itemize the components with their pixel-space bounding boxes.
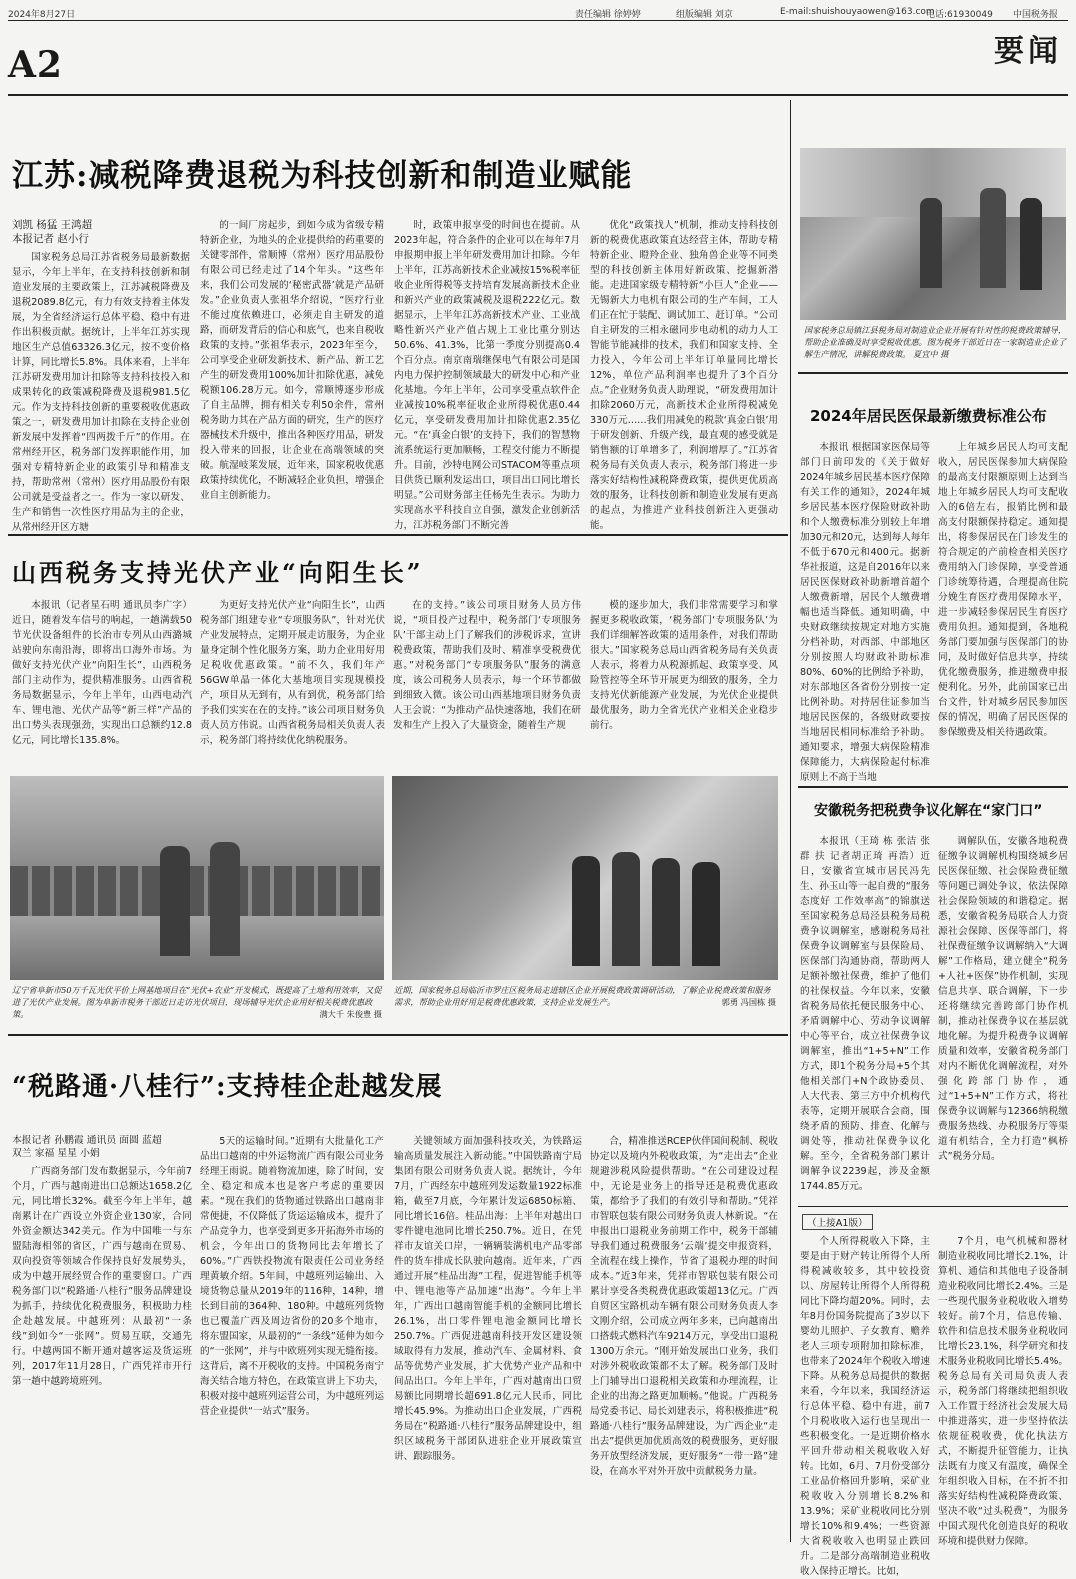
section-title: 要闻 xyxy=(994,34,1062,69)
continued-from-a1: （上接A1版） xyxy=(802,1214,873,1230)
byline-reporters: 本报记者 孙鹏霞 通讯员 面圆 蓝超 xyxy=(12,1135,162,1146)
photo-figure xyxy=(692,862,720,966)
article-shanxi-col-4: 模的逐步加大，我们非常需要学习和掌握更多税收政策，‘税务部门‘专项服务队’为我们详细解答政策的适用条件，对我们帮助很大。”国家税务总局山西省税务局有关负责人表示，将着力从税源抓起、政策享受、风险管控等全环节开展更为细致的服务，全力支持光伏新能源产业发展，为光伏企业提供最优服务，助力全省光伏产业相关企业稳步前行。 xyxy=(590,600,778,731)
article-jiangsu-col-2: 的一间厂房起步，到如今成为省级专精特新企业，为地头的企业提供给的药重要的关键零部件，常顺博（常州）医疗用品股份有限公司已经走过了14个年头。“这些年来，我们公司发展的‘秘密武器’就是产品研发。”企业负责人张祖华介绍说，“医疗行业不能过度依赖进口，必须走自主研发的道路，而研发背后的信心和底气，也来自税收政策的支持。”张祖华表示，2023年至今，公司享受企业研发新技术、新产品、新工艺产生的研发费用100%加计扣除优惠，减免税额106.28万元。如今，常顺博逐步形成了自主品牌，拥有相关专利50余件，常州税务助力其在产品方面的研究，生产的医疗器械技术升级中，推出各种医疗用品，研发投入带来的回报，让企业在高端领域的突破。航湿岐莱发展，近年来，国家税收优惠政策持续优化，不断减轻企业负担，增强企业自主创新能力。 xyxy=(200,220,384,501)
article-shanxi-headline: 山西税务支持光伏产业“向阳生长” xyxy=(12,558,424,587)
article-anhui-headline: 安徽税务把税费争议化解在“家门口” xyxy=(814,803,1043,819)
article-anhui-col-2: 调解队伍，安徽各地税费征缴争议调解机构围绕城乡居民医保征缴、社会保险费征缴等问题已调处争议，依法保障社会保险领域的和谐稳定。据悉，安徽省税务局联合人力资源社会保障、医保等部门，将社保费征缴争议调解纳入“大调解”工作格局，建立健全“税务+人社+医保”协作机制，实现信息共享、联合调解，下一步还将继续完善跨部门协作机制，推动社保费争议在基层就地化解。为提升税费争议调解质量和效率，安徽省税务部门对内不断优化调解流程，对外强化跨部门协作，通过“1+5+N”工作方式，将社保费争议调解与12366纳税缴费服务热线、办税服务厅等渠道有机结合，全力打造“枫桥式”税务分局。 xyxy=(938,836,1068,1162)
issue-date: 2024年8月27日 xyxy=(8,10,76,20)
photo-figure xyxy=(1020,198,1042,290)
page-code: A2 xyxy=(8,44,63,86)
photo-figure xyxy=(572,856,600,966)
photo-caption-solar xyxy=(12,984,382,1022)
divider-1 xyxy=(8,534,788,536)
photo-caption-factory: 国家税务总局镇江县税务局对制造业企业开展有针对性的税费政策辅导，帮助企业准确及时享受税收优惠。图为税务干部近日在一家制造业企业了解生产情况，讲解税费政策。 夏宜中 摄 xyxy=(804,325,1067,359)
article-guangxi-col-3: 关键领域方面加强科技攻关，为铁路运输高质量发展注入新动能。”中国铁路南宁局集团有限公司财务负责人说。据统计，今年7月，广西经东中越班列发运数量1922标准箱，截至7月底，今年累计发运6850标箱、同比增长16倍。桂品出海：上半年对越出口零件键电池同比增长250.7%。近日，在凭祥市友谊关口岸，一辆辆装满机电产品零部件的货车排成长队驶向越南。近年来，广西通过开展“桂品出海”工程，促进智能手机等中、锂电池等产品加速“出海”。今年上半年，广西出口越南智能手机的金额同比增长26.1%，出口零件锂电池金额同比增长250.7%。广西促进越南科技开发区建设领域取得有力发展，推动汽车、金属材料、食品等优势产业发展，扩大优势产业产品和中间品出口。今年上半年，广西对越南出口贸易额比同期增长超691.8亿元人民币，同比增长45.9%。为推动出口企业发展，广西税务局在“税路通·八桂行”服务品牌建设中，组织区域税务干部团队进驻企业开展政策宣讲、跟踪服务。 xyxy=(394,1136,582,1462)
article-insurance-col-2: 上年城乡居民人均可支配收入，居民医保参加大病保险的最高支付限额原则上达到当地上年城乡居民人均可支配收入的6倍左右，报销比例和最高支付限额保持稳定。通知提出，将参保居民在门诊发生的符合规定的产前检查相关医疗费用纳入门诊保障，享受普通门诊统筹待遇，合理提高住院分娩生育医疗费用保障水平，进一步减轻参保居民生育医疗费用负担。通知提到，各地税务部门要加强与医保部门的协同，及时做好信息共享，持续优化缴费服务，推进缴费申报便利化。另外，此前国家已出台文件，针对城乡居民参加医保的情况，明确了居民医保的参保缴费及相关待遇政策。 xyxy=(938,442,1068,738)
article-jiangsu-col-4: 优化“政策找人”机制，推动支持科技创新的税费优惠政策直达经营主体，帮助专精特新企业、瞪羚企业、独角兽企业等不同类型的科技创新主体用好新政策、挖掘新潜能。走进国家级专精特新“小巨人”企业——无锡新大力电机有限公司的生产车间，工人们正在忙于装配、调试加工、赶订单。“公司自主研发的三相永磁同步电动机的动力人工智能节能减排的技术，我们和国家支持、全力投入，今年公司上半年订单量同比增长12%，单位产品利润率也提升了3个百分点。”企业财务负责人助理说，“研发费用加计扣除2060万元，高新技术企业所得税减免330万元……我们用减免的税款‘真金白银’用于研发创新、升级产线，最直观的感受就是销售额的订单增多了，利润增厚了。”江苏省税务局有关负责人表示，税务部门将进一步落实好结构性减税降费政策，提供更优质高效的服务，让科技创新和制造业发展有更高的起点，为推进产业科技创新注入更强动能。 xyxy=(590,220,778,531)
photo-credit: 郭勇 冯国栋 摄 xyxy=(721,997,776,1007)
article-insurance-headline: 2024年居民医保最新缴费标准公布 xyxy=(810,407,1047,425)
article-jiangsu-headline: 江苏:减税降费退税为科技创新和制造业赋能 xyxy=(12,158,633,194)
article-shanxi-col-3: 在的支持。”该公司项目财务人员方伟说，“项目投产过程中，税务部门‘专项服务队’干部主动上门了解我们的涉税诉求，宣讲税费政策，帮助我们及时、精准享受税费优惠。”对税务部门“专项服务队”服务的满意度，该公司税务人员表示，每一个环节都做到细致入微。该公司山西基地项目财务负责人王会说：“为推动产品快速落地，我们在研发和生产上投入了大量资金，随着生产规 xyxy=(393,600,581,731)
photo-solar-farm xyxy=(10,776,384,980)
layout-credit: 组版编辑 刘京 xyxy=(676,10,733,20)
divider-2 xyxy=(8,1034,788,1036)
byline-correspondents: 双兰 家福 星星 小娟 xyxy=(12,1148,100,1159)
article-guangxi-headline: “税路通·八桂行”:支持桂企赴越发展 xyxy=(12,1072,443,1102)
article-guangxi-col-2: 5天的运输时间。”近期有大批量化工产品出口越南的中外运物流广西有限公司业务经理王雨说。随着物流加速，除了时间，安全、稳定和成本也是客户考虑的重要因素。“现在我们的货物通过铁路出口越南非常便捷，不仅降低了货运运输成本，提升了产品竞争力，也享受到更多开拓海外市场的机会，今年出口的货物同比去年增长了60%。”广西铁投物流有限责任公司业务经理黄敏介绍。5年间，中越班列运输出、入境货物总量从2019年的116种，14种，增长到目前的364种、180种。中越班列货物也已覆盖广西及周边省份的20多个地市，将东盟国家，从最初的“一条线”延伸为如今的“一张网”，并与中欧班列实现无缝衔接。这背后，离不开税收的支持。中国税务南宁海关结合地方特色，在政策宣讲上下功夫，积极对接中越班列运营公司，为中越班列运营企业提供“一站式”服务。 xyxy=(200,1136,384,1417)
article-continued-col-1: 个人所得税收入下降，主要是由于财产转让所得个人所得税减收较多，其中较投资以、房屋转让所得个人所得税同比下降均超20%。同时，去年8月份国务院提高了3岁以下婴幼儿照护、子女教育、赡养老人三项专项附加扣除标准，也带来了2024年个税收入增速下降。从税务总局提供的数据来看，今年以来，我国经济运行总体平稳、稳中有进，前7个月税收收入运行也呈现出一些积极变化。一是近期价格水平回升带动相关税收收入好转。比如，6月、7月份受部分工业品价格回升影响，采矿业税收收入分别增长8.2%和13.9%；采矿业税收同比分别增长10%和9.4%；一些资源大省税收收入也明显止跌回升。二是部分高端制造业税收收入保持正增长。比如， xyxy=(800,1236,930,1577)
article-jiangsu-byline xyxy=(12,218,92,246)
photo-figure xyxy=(980,188,1006,288)
photo-figure xyxy=(160,846,190,956)
article-guangxi-col-4: 合，精准推送RCEP伙伴国间税制、税收协定以及境内外税收政策，为“走出去”企业规避涉税风险提供帮助。“在公司建设过程中，无论是业务上的指导还是税费优惠政策，都给予了我们的有效引导和帮助。”凭祥市智联包装有限公司财务负责人林新说。“在申报出口退税业务前期工作中，税务干部辅导我们通过税费服务‘云端’提交申报资料，全流程在线上操作，节省了退税办理的时间成本。”近3年来，凭祥市智联包装有限公司累计享受各类税费优惠政策超13亿元。广西自贸区宝路机动车辆有限公司财务负责人李文刚介绍，公司成立两年多来，已向越南出口搭载式燃料汽车9214万元，享受出口退税1300万余元。“刚开始发展出口业务，我们对涉外税收政策都不太了解。税务部门及时上门辅导出口退税相关政策和办理流程，让企业的出海之路更加顺畅。”他说。广西税务局党委书记、局长刘建表示，将积极推进“税路通·八桂行”服务品牌建设，为广西企业“走出去”提供更加优质高效的税费服务，更好服务开放型经济发展，更好服务“一带一路”建设，在高水平对外开放中贡献税务力量。 xyxy=(590,1136,778,1477)
main-column-rule xyxy=(790,100,791,1542)
article-jiangsu-col-1: 国家税务总局江苏省税务局最新数据显示，今年上半年，在支持科技创新和制造业发展的主要政策上，江苏减税降费及退税2089.8亿元，有力有效支持着主体发展，为全省经济运行总体平稳、稳中有进作出积极贡献。据统计，上半年江苏实现地区生产总值63326.3亿元，按不变价格计算，同比增长5.8%。具体来看，上半年江苏研发费用加计扣除等支持科技投入和成果转化的政策减税降费及退税981.5亿元。作为支持科技创新的重要税收优惠政策之一，研发费用加计扣除在支持企业创新发展中发挥着“四两拨千斤”的作用。在常州经开区，税务部门发挥职能作用，加强对专精特新企业的政策引导和精准支持，帮助常州（常州）医疗用品股份有限公司就是受益者之一。作为一家以研发、生产和销售一次性医疗用品为主的企业，从常州经开区方塘 xyxy=(12,252,190,533)
article-jiangsu-col-3: 时，政策申报享受的时间也在提前。从2023年起，符合条件的企业可以在每年7月申报期申报上半年研发费用加计扣除。今年上半年，江苏高新技术企业减按15%税率征收企业所得税等支持培育发展高新技术企业和新兴产业的政策减税及退税222亿元。数据显示，上半年江苏高新技术产业、工业战略性新兴产业产值占规上工业比重分别达50.6%、41.3%，比第一季度分别提高0.4个百分点。南京南瑞继保电气有限公司是国内电力保护控制领域最大的研发中心和产业化基地。今年上半年，公司享受重点软件企业减按10%税率征收企业所得税优惠0.44亿元，享受研发费用加计扣除优惠2.35亿元。“在‘真金白银’的支持下，我们的智慧物流系统运行更加顺畅，工程交付能力不断提升。目前，沙特电网公司STACOM等重点项目供货已顺利发运出口，项目出口同比增长明显。”公司财务部主任杨先生表示。为助力实现高水平科技自立自强，激发企业创新活力，江苏税务部门不断完善 xyxy=(394,220,580,531)
article-insurance-col-1: 本报讯 根据国家医保局等部门日前印发的《关于做好2024年城乡居民基本医疗保障有关工作的通知》，2024年城乡居民基本医疗保险财政补助和个人缴费标准分别较上年增加30元和20元，达到每人每年不低于670元和400元。据新华社报道，这是自2016年以来居民医保财政补助新增首超个人缴费新增，居民个人缴费增幅也适当降低。通知明确，中央财政继续按规定对地方实施分档补助，对西部、中部地区分别按照人均财政补助标准80%、60%的比例给予补助，对东部地区各省份分别按一定比例补助。对持居住证参加当地居民医保的，各级财政要按当地居民相同标准给予补助。通知要求，增强大病保险精准保障能力，大病保险起付标准原则上不高于当地 xyxy=(800,442,930,783)
photo-figure xyxy=(612,852,640,966)
photo-plant-tour xyxy=(392,776,778,980)
divider-right-3 xyxy=(798,1206,1068,1207)
masthead-rule xyxy=(8,20,1068,21)
contact-phone: 电话:61930049 xyxy=(926,10,993,20)
article-guangxi-col-1: 广西商务部门发布数据显示，今年前7个月，广西与越南进出口总额达1658.2亿元，同比增长32%。截至今年上半年，越南累计在广西设立外资企业130家，合同外资金额达342美元。作为中国唯一与东盟陆海相邻的省区，广西与越南在贸易、双向投资等领域合作保持良好发展势头，成为中越开展经贸合作的重要窗口。广西税务部门以“税路通·八桂行”服务品牌建设为抓手，持续优化税费服务，积极助力桂企赴越发展。中越班列：从最初“一条线”到如今“一张网”。贸易互联，交通先行。中越两国不断开通对越客运及货运班列，2017年11月28日，广西凭祥市开行第一趟中越跨境班列。 xyxy=(12,1166,192,1387)
photo-caption-plant xyxy=(394,984,776,1022)
photo-figure xyxy=(210,842,240,956)
paper-name: 中国税务报 xyxy=(1013,10,1059,20)
photo-figure xyxy=(920,198,942,288)
article-continued-col-2: 7个月，电气机械和器材制造业税收同比增长2.1%，计算机、通信和其他电子设备制造业税收同比增长2.4%。三是一些现代服务业税收收入增势较好。前7个月，信息传输、软件和信息技术服务业税收同比增长23.1%，科学研究和技术服务业税收同比增长5.4%。税务总局有关司局负责人表示，税务部门将继续把组织收入工作置于经济社会发展大局中推进落实，进一步坚持依法依规征税收费，优化执法方式，不断提升征管能力，让执法既有力度又有温度，确保全年组织收入目标，在不折不扣落实好结构性减税降费政策、坚决不收“过头税费”，为服务中国式现代化创造良好的税收环境和提供财力保障。 xyxy=(938,1236,1068,1547)
editor-credit: 责任编辑 徐婷婷 xyxy=(575,10,641,20)
photo-solar-panels xyxy=(10,866,384,916)
photo-factory-visit xyxy=(800,148,1066,320)
header-rule xyxy=(8,94,1068,96)
contact-email: E-mail:shuishouyaowen@163.com xyxy=(780,7,935,17)
byline-reporter: 本报记者 赵小行 xyxy=(12,233,89,245)
article-shanxi-col-2: 为更好支持光伏产业“向阳生长”，山西税务部门组建专业“专项服务队”，针对光伏产业发展特点，定期开展走访服务，为企业量身定制个性化服务方案，助力企业用好用足税收优惠政策。“前不久，我们年产56GW单晶一体化大基地项目实现规模投产，项目从无到有，从有到优，税务部门给予我们实实在在的支持。”该公司项目财务负责人员方伟说。山西省税务局相关负责人表示，税务部门将持续优化纳税服务。 xyxy=(200,600,385,746)
article-anhui-col-1: 本报讯（王琦 栋 张洁 张 群 扶 记者胡正琦 再浩）近日，安徽省宣城市居民冯先生、孙玉山等一起自费的“服务态度好 工作效率高”的锦旗送至国家税务总局泾县税务局税费争议调解室，感谢税务局社保费争议调解室与县保险局、医保部门沟通协商，帮助两人足额补缴社保费，维护了他们的社保权益。今年以来，安徽省税务局依托便民服务中心、矛盾调解中心、劳动争议调解中心等平台，成立社保费争议调解室，推出“1+5+N”工作方式，即1个税务分局+5个其他相关部门+N个政协委员、人大代表、第三方中介机构代表等，定期开展联合会商，围绕矛盾的预防、排查、化解与调处等，推动社保费争议化解。至今，全省税务部门累计调解争议2239起，涉及金额1744.85万元。 xyxy=(800,836,930,1192)
byline-authors: 刘凯 杨猛 王鸿超 xyxy=(12,219,93,231)
article-guangxi-byline xyxy=(12,1134,162,1160)
article-shanxi-col-1: 本报讯（记者星石明 通讯员李广字）近日，随着发车信号的响起，一趟满载50节光伏设备组件的长治市专列从山西潞城站驶向东南沿海，即将出口海外市场。为做好支持光伏产业“向阳生长”，山西税务部门主动作为，提供精准服务。山西省税务局数据显示，今年上半年，山西电动汽车、锂电池、光伏产品等“新三样”产品的出口势头表现强劲，实现出口总额约12.8亿元，同比增长135.8%。 xyxy=(12,600,192,746)
caption-text: 辽宁省阜新市50万千瓦光伏平价上网基地项目在“光伏+农业”开发模式，既提高了土地利用效率，又促进了光伏产业发展。图为阜新市税务干部近日走访光伏项目，现场辅导光伏企业用好相关税费优惠政策。 xyxy=(12,985,382,1019)
divider-right-1 xyxy=(798,372,1068,374)
caption-text: 近期，国家税务总局临沂市罗庄区税务局走进辖区企业开展税费政策调研活动，了解企业税费政策和服务需求，帮助企业用好用足税费优惠政策，支持企业发展生产。 xyxy=(394,985,771,1007)
photo-figure xyxy=(652,858,680,966)
divider-right-2 xyxy=(798,786,1068,788)
photo-credit: 满大千 朱俊豊 摄 xyxy=(319,1009,382,1019)
